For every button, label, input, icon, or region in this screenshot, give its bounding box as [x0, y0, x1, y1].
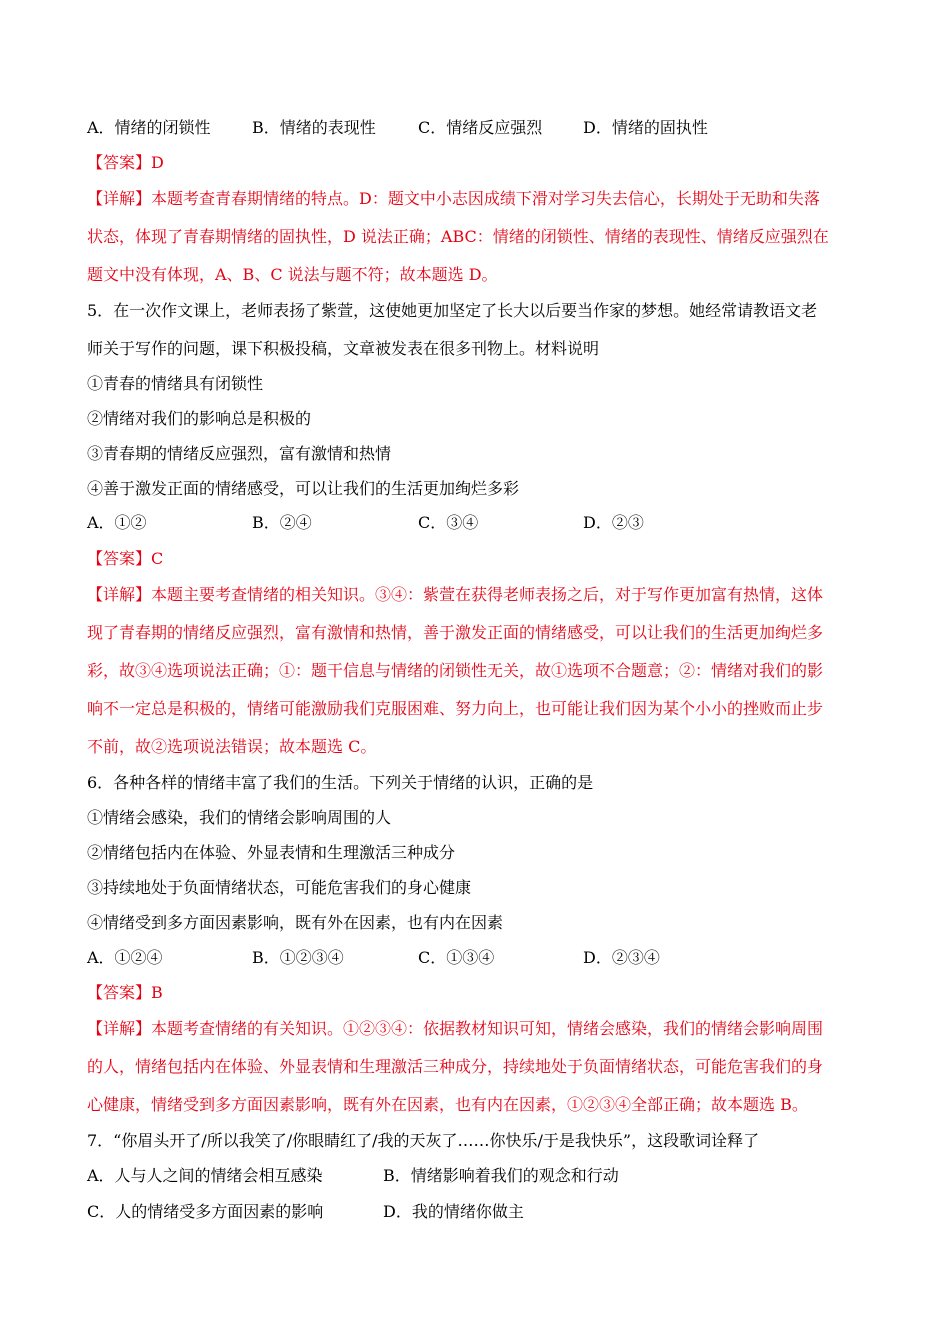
q7-stem: 7．“你眉头开了/所以我笑了/你眼睛红了/我的天灰了……你快乐/于是我快乐”，这段歌词诠释了 [87, 1131, 760, 1150]
q4-explain-line-1: 【详解】本题考查青春期情绪的特点。D：题文中小志因成绩下滑对学习失去信心，长期处于无助和失落 [87, 189, 820, 208]
q5-explain-line-5: 不前，故②选项说法错误；故本题选 C。 [87, 737, 377, 756]
q6-option-c: C．①③④ [418, 948, 495, 967]
q4-explain-line-3: 题文中没有体现，A、B、C 说法与题不符；故本题选 D。 [87, 265, 498, 284]
q5-item-3: ③青春期的情绪反应强烈，富有激情和热情 [87, 444, 392, 463]
q6-item-1: ①情绪会感染，我们的情绪会影响周围的人 [87, 808, 392, 827]
q6-item-2: ②情绪包括内在体验、外显表情和生理激活三种成分 [87, 843, 456, 862]
q6-explain-line-3: 心健康，情绪受到多方面因素影响，既有外在因素，也有内在因素，①②③④全部正确；故本题选 B。 [87, 1095, 808, 1114]
q6-item-3: ③持续地处于负面情绪状态，可能危害我们的身心健康 [87, 878, 472, 897]
q7-option-d: D．我的情绪你做主 [383, 1202, 524, 1221]
q6-answer: 【答案】B [87, 983, 163, 1002]
q5-item-1: ①青春的情绪具有闭锁性 [87, 374, 264, 393]
q4-answer: 【答案】D [87, 153, 164, 172]
q5-explain-line-4: 响不一定总是积极的，情绪可能激励我们克服困难、努力向上，也可能让我们因为某个小小的挫败而止步 [87, 699, 824, 718]
q5-item-2: ②情绪对我们的影响总是积极的 [87, 409, 312, 428]
q6-option-d: D．②③④ [583, 948, 660, 967]
q5-explain-line-1: 【详解】本题主要考查情绪的相关知识。③④：紫萱在获得老师表扬之后，对于写作更加富有热情，这体 [87, 585, 824, 604]
q4-option-a: A．情绪的闭锁性 [87, 118, 211, 137]
q6-stem: 6．各种各样的情绪丰富了我们的生活。下列关于情绪的认识，正确的是 [87, 773, 594, 792]
q6-explain-line-1: 【详解】本题考查情绪的有关知识。①②③④：依据教材知识可知，情绪会感染，我们的情绪会影响周围 [87, 1019, 824, 1038]
q5-option-c: C．③④ [418, 513, 479, 532]
q6-option-b: B．①②③④ [252, 948, 344, 967]
q5-item-4: ④善于激发正面的情绪感受，可以让我们的生活更加绚烂多彩 [87, 479, 520, 498]
q5-explain-line-2: 现了青春期的情绪反应强烈，富有激情和热情，善于激发正面的情绪感受，可以让我们的生活更加绚烂多 [87, 623, 824, 642]
q5-option-b: B．②④ [252, 513, 312, 532]
q5-answer: 【答案】C [87, 549, 164, 568]
q5-option-d: D．②③ [583, 513, 644, 532]
q4-option-c: C．情绪反应强烈 [418, 118, 543, 137]
q7-option-a: A．人与人之间的情绪会相互感染 [87, 1166, 323, 1185]
q6-item-4: ④情绪受到多方面因素影响，既有外在因素，也有内在因素 [87, 913, 504, 932]
q7-option-c: C．人的情绪受多方面因素的影响 [87, 1202, 324, 1221]
q4-option-d: D．情绪的固执性 [583, 118, 708, 137]
q5-explain-line-3: 彩，故③④选项说法正确；①：题干信息与情绪的闭锁性无关，故①选项不合题意；②：情绪对我们的影 [87, 661, 824, 680]
q6-option-a: A．①②④ [87, 948, 163, 967]
q5-stem-line-2: 师关于写作的问题，课下积极投稿，文章被发表在很多刊物上。材料说明 [87, 339, 600, 358]
q4-option-b: B．情绪的表现性 [252, 118, 376, 137]
q6-explain-line-2: 的人，情绪包括内在体验、外显表情和生理激活三种成分，持续地处于负面情绪状态，可能危害我们的身 [87, 1057, 824, 1076]
q5-option-a: A．①② [87, 513, 147, 532]
q5-stem-line-1: 5．在一次作文课上，老师表扬了紫萱，这使她更加坚定了长大以后要当作家的梦想。她经常请教语文老 [87, 301, 818, 320]
q7-option-b: B．情绪影响着我们的观念和行动 [383, 1166, 619, 1185]
q4-explain-line-2: 状态，体现了青春期情绪的固执性，D 说法正确；ABC：情绪的闭锁性、情绪的表现性、情绪反应强烈在 [87, 227, 829, 246]
